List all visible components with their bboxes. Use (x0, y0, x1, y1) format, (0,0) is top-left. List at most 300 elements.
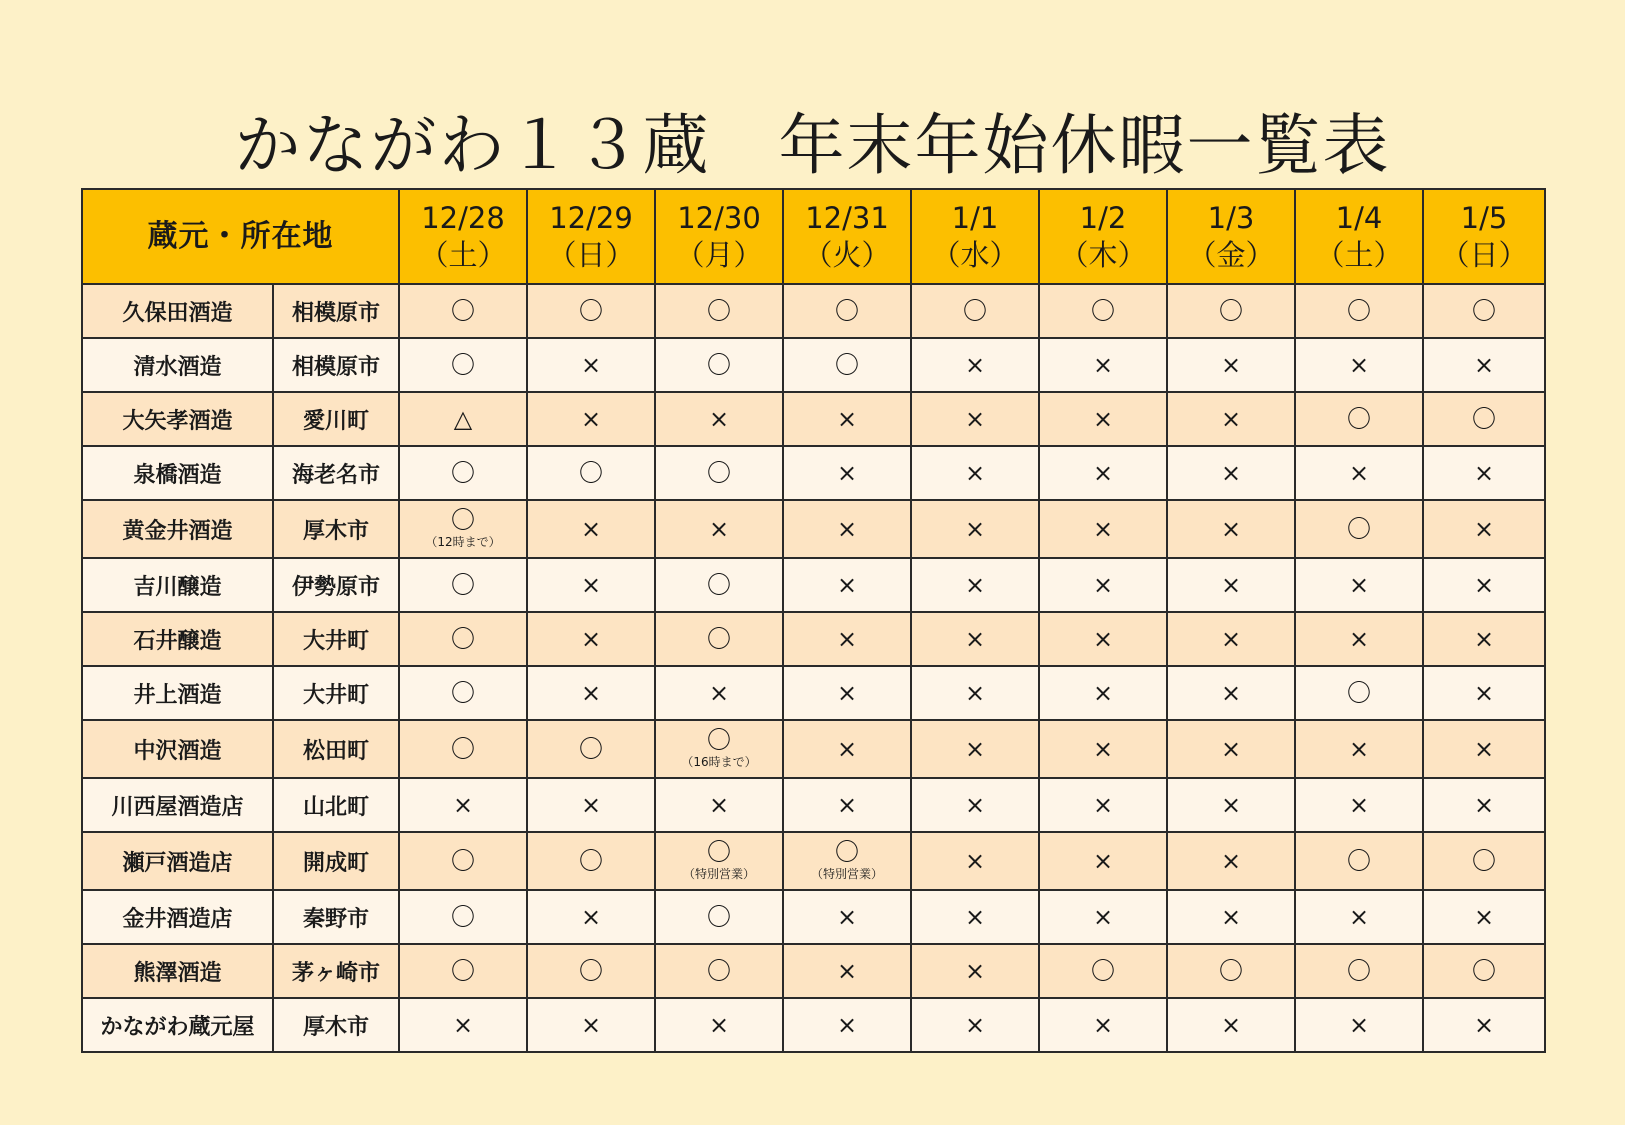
status-mark: 〇 (1219, 957, 1243, 985)
status-mark: 〇 (579, 735, 603, 763)
status-cell (911, 392, 1039, 446)
status-cell (527, 778, 655, 832)
status-cell (1295, 612, 1423, 666)
status-mark: 〇 (1091, 297, 1115, 325)
status-cell (1039, 338, 1167, 392)
status-cell (1295, 284, 1423, 338)
status-cell (1039, 998, 1167, 1052)
status-cell (1039, 666, 1167, 720)
status-mark: × (1348, 791, 1370, 819)
status-cell (1167, 392, 1295, 446)
status-cell (911, 778, 1039, 832)
brewery-name: 熊澤酒造 (82, 944, 273, 998)
status-mark: × (836, 515, 858, 543)
status-mark: × (964, 903, 986, 931)
status-cell (1167, 944, 1295, 998)
status-cell (1423, 778, 1545, 832)
status-cell (783, 778, 911, 832)
status-cell (527, 446, 655, 500)
status-mark: 〇 (1472, 957, 1496, 985)
status-cell (911, 998, 1039, 1052)
status-mark: 〇 (835, 297, 859, 325)
date-header (1039, 189, 1167, 284)
status-cell (1167, 720, 1295, 778)
status-mark: × (452, 791, 474, 819)
weekday-label: （木） (1059, 237, 1147, 272)
status-mark: × (1092, 679, 1114, 707)
status-cell (1167, 832, 1295, 890)
table-row (82, 832, 1545, 890)
status-cell (1295, 778, 1423, 832)
status-cell (1039, 832, 1167, 890)
status-mark: × (1348, 903, 1370, 931)
status-cell (911, 832, 1039, 890)
status-mark: 〇 (707, 903, 731, 931)
status-mark: 〇 (1347, 515, 1371, 543)
status-mark: 〇 (1347, 957, 1371, 985)
date-header (1295, 189, 1423, 284)
status-mark: 〇 (1347, 679, 1371, 707)
table-row (82, 778, 1545, 832)
status-cell (1295, 832, 1423, 890)
status-mark: 〇 (707, 838, 731, 867)
brewery-name: 中沢酒造 (82, 720, 273, 778)
status-mark: × (964, 351, 986, 379)
status-mark: 〇 (1347, 297, 1371, 325)
status-cell (527, 558, 655, 612)
status-cell (1423, 612, 1545, 666)
status-mark: × (580, 571, 602, 599)
date-header (911, 189, 1039, 284)
status-mark: × (1092, 1011, 1114, 1039)
status-cell (911, 612, 1039, 666)
status-mark: × (1220, 903, 1242, 931)
status-cell (1423, 558, 1545, 612)
status-mark: × (836, 625, 858, 653)
status-mark: × (836, 791, 858, 819)
date-label: 1/3 (1207, 201, 1255, 236)
status-cell (911, 446, 1039, 500)
status-mark: 〇 (963, 297, 987, 325)
status-cell (655, 446, 783, 500)
date-label: 12/29 (549, 201, 633, 236)
status-cell (1295, 500, 1423, 558)
status-cell (399, 338, 527, 392)
status-mark: × (836, 571, 858, 599)
status-cell (1167, 890, 1295, 944)
status-cell (1295, 392, 1423, 446)
status-cell (399, 392, 527, 446)
date-header (527, 189, 655, 284)
status-mark: × (964, 405, 986, 433)
status-mark: × (836, 735, 858, 763)
status-mark: × (1220, 351, 1242, 379)
status-mark: × (1092, 459, 1114, 487)
status-cell (527, 284, 655, 338)
status-mark: × (1220, 735, 1242, 763)
status-cell (655, 338, 783, 392)
brewery-location: 厚木市 (273, 998, 399, 1052)
status-cell (655, 720, 783, 778)
status-cell (1167, 500, 1295, 558)
weekday-label: （水） (931, 237, 1019, 272)
status-mark: × (708, 791, 730, 819)
status-cell (783, 998, 911, 1052)
status-mark: × (452, 1011, 474, 1039)
table-row (82, 720, 1545, 778)
status-note: （12時まで） (425, 535, 501, 550)
status-mark: 〇 (1347, 405, 1371, 433)
status-mark: × (964, 1011, 986, 1039)
table-row (82, 558, 1545, 612)
status-mark: 〇 (451, 459, 475, 487)
status-mark: × (1348, 1011, 1370, 1039)
status-cell (399, 890, 527, 944)
status-mark: × (1220, 791, 1242, 819)
status-mark: 〇 (707, 957, 731, 985)
brewery-name: 泉橋酒造 (82, 446, 273, 500)
status-cell (911, 720, 1039, 778)
brewery-name: 金井酒造店 (82, 890, 273, 944)
status-cell (1167, 778, 1295, 832)
table-row (82, 446, 1545, 500)
status-cell (1039, 720, 1167, 778)
table-row (82, 284, 1545, 338)
brewery-name: 黄金井酒造 (82, 500, 273, 558)
status-cell (1423, 446, 1545, 500)
status-cell (399, 720, 527, 778)
status-mark: × (836, 679, 858, 707)
status-cell (1167, 998, 1295, 1052)
status-mark: × (580, 679, 602, 707)
status-mark: × (964, 459, 986, 487)
brewery-name: 瀬戸酒造店 (82, 832, 273, 890)
brewery-location: 海老名市 (273, 446, 399, 500)
status-mark: 〇 (1472, 847, 1496, 875)
status-cell (1039, 890, 1167, 944)
status-cell (911, 666, 1039, 720)
status-mark: 〇 (451, 351, 475, 379)
status-mark: × (1473, 679, 1495, 707)
status-mark: × (1348, 459, 1370, 487)
status-mark: × (964, 625, 986, 653)
status-mark: × (580, 1011, 602, 1039)
status-mark: × (836, 903, 858, 931)
status-cell (1039, 612, 1167, 666)
status-cell (399, 446, 527, 500)
brewery-name: 大矢孝酒造 (82, 392, 273, 446)
status-cell (527, 666, 655, 720)
status-mark: × (1220, 1011, 1242, 1039)
status-cell (1423, 338, 1545, 392)
status-note: （16時まで） (681, 755, 757, 770)
page-title: かながわ１３蔵 年末年始休暇一覧表 (234, 107, 1391, 185)
status-mark: 〇 (451, 571, 475, 599)
brewery-location: 茅ヶ崎市 (273, 944, 399, 998)
status-mark: 〇 (579, 957, 603, 985)
status-mark: 〇 (835, 351, 859, 379)
status-mark: × (1092, 571, 1114, 599)
status-cell (783, 558, 911, 612)
date-label: 12/30 (677, 201, 761, 236)
table-row (82, 392, 1545, 446)
date-label: 1/5 (1460, 201, 1508, 236)
status-cell (399, 558, 527, 612)
status-cell (527, 720, 655, 778)
brewery-name: 久保田酒造 (82, 284, 273, 338)
status-cell (655, 392, 783, 446)
status-mark: 〇 (707, 351, 731, 379)
brewery-location: 厚木市 (273, 500, 399, 558)
status-note: （特別営業） (682, 867, 755, 882)
status-cell (527, 890, 655, 944)
date-header (399, 189, 527, 284)
status-cell (1295, 666, 1423, 720)
status-cell (655, 944, 783, 998)
status-cell (911, 338, 1039, 392)
status-cell (1295, 338, 1423, 392)
status-cell (1295, 944, 1423, 998)
status-cell (783, 720, 911, 778)
status-cell (1039, 944, 1167, 998)
status-mark: × (1092, 847, 1114, 875)
status-mark: × (580, 405, 602, 433)
weekday-label: （日） (547, 237, 635, 272)
status-mark: 〇 (1347, 847, 1371, 875)
brewery-location: 開成町 (273, 832, 399, 890)
status-cell (1039, 284, 1167, 338)
status-mark: 〇 (1472, 405, 1496, 433)
status-mark: × (1092, 791, 1114, 819)
status-mark: 〇 (1472, 297, 1496, 325)
status-cell (1423, 720, 1545, 778)
weekday-label: （月） (675, 237, 763, 272)
date-label: 1/2 (1079, 201, 1127, 236)
status-cell (1423, 890, 1545, 944)
status-mark: × (1092, 903, 1114, 931)
weekday-label: （金） (1187, 237, 1275, 272)
status-mark: 〇 (1091, 957, 1115, 985)
status-mark: × (1220, 459, 1242, 487)
status-cell (783, 446, 911, 500)
status-cell (1039, 500, 1167, 558)
status-mark: × (708, 515, 730, 543)
status-note: （特別営業） (810, 867, 883, 882)
status-mark: × (1092, 405, 1114, 433)
status-cell (655, 778, 783, 832)
status-cell (1295, 446, 1423, 500)
status-cell (1167, 666, 1295, 720)
status-cell (399, 832, 527, 890)
status-mark: × (836, 1011, 858, 1039)
status-mark: 〇 (451, 847, 475, 875)
date-label: 12/28 (421, 201, 505, 236)
status-cell (1167, 446, 1295, 500)
date-header (783, 189, 911, 284)
status-cell (399, 666, 527, 720)
status-mark: × (708, 1011, 730, 1039)
status-cell (399, 500, 527, 558)
status-cell (911, 284, 1039, 338)
status-mark: × (964, 957, 986, 985)
brewery-name: 吉川醸造 (82, 558, 273, 612)
status-cell (783, 500, 911, 558)
status-mark: × (964, 679, 986, 707)
status-mark: × (836, 957, 858, 985)
status-mark: × (1220, 625, 1242, 653)
status-cell (655, 558, 783, 612)
status-mark: × (1473, 459, 1495, 487)
status-cell (783, 338, 911, 392)
status-cell (911, 890, 1039, 944)
status-cell (655, 284, 783, 338)
status-mark: × (580, 515, 602, 543)
table-row (82, 998, 1545, 1052)
status-mark: 〇 (707, 625, 731, 653)
status-cell (1423, 500, 1545, 558)
status-mark: × (1092, 515, 1114, 543)
status-mark: × (1348, 625, 1370, 653)
brewery-location: 大井町 (273, 666, 399, 720)
date-label: 1/1 (951, 201, 999, 236)
status-cell (911, 558, 1039, 612)
table-row (82, 944, 1545, 998)
weekday-label: （火） (803, 237, 891, 272)
status-cell (527, 392, 655, 446)
status-mark: × (964, 791, 986, 819)
status-mark: 〇 (579, 847, 603, 875)
status-cell (783, 832, 911, 890)
status-mark: × (1473, 571, 1495, 599)
status-mark: 〇 (835, 838, 859, 867)
status-cell (1423, 944, 1545, 998)
status-cell (655, 832, 783, 890)
status-cell (399, 944, 527, 998)
table-row (82, 500, 1545, 558)
status-cell (527, 338, 655, 392)
status-mark: × (580, 903, 602, 931)
weekday-label: （日） (1440, 237, 1528, 272)
brewery-location: 松田町 (273, 720, 399, 778)
header-row (82, 189, 1545, 284)
status-cell (527, 500, 655, 558)
table-body (82, 284, 1545, 1052)
status-mark: × (1473, 735, 1495, 763)
brewery-name: 石井醸造 (82, 612, 273, 666)
date-header (1423, 189, 1545, 284)
brewery-location-header: 蔵元・所在地 (82, 189, 399, 284)
status-cell (783, 890, 911, 944)
status-mark: 〇 (451, 625, 475, 653)
status-mark: △ (453, 405, 473, 433)
table-row (82, 890, 1545, 944)
status-cell (1423, 832, 1545, 890)
status-cell (655, 890, 783, 944)
status-cell (783, 284, 911, 338)
status-mark: × (1473, 515, 1495, 543)
brewery-name: 井上酒造 (82, 666, 273, 720)
status-cell (1423, 392, 1545, 446)
status-mark: × (1473, 625, 1495, 653)
date-label: 1/4 (1335, 201, 1383, 236)
status-mark: × (836, 405, 858, 433)
status-mark: × (964, 847, 986, 875)
weekday-label: （土） (1315, 237, 1403, 272)
status-cell (1295, 998, 1423, 1052)
status-mark: × (1473, 351, 1495, 379)
weekday-label: （土） (419, 237, 507, 272)
status-mark: 〇 (579, 297, 603, 325)
brewery-location: 大井町 (273, 612, 399, 666)
status-cell (399, 998, 527, 1052)
status-cell (527, 944, 655, 998)
status-mark: 〇 (579, 459, 603, 487)
status-cell (783, 392, 911, 446)
status-mark: 〇 (707, 726, 731, 755)
status-cell (1039, 446, 1167, 500)
status-cell (1423, 666, 1545, 720)
status-cell (1039, 558, 1167, 612)
status-mark: × (1220, 847, 1242, 875)
status-mark: × (1348, 735, 1370, 763)
brewery-name: 川西屋酒造店 (82, 778, 273, 832)
brewery-location: 山北町 (273, 778, 399, 832)
status-mark: × (580, 351, 602, 379)
status-mark: × (708, 679, 730, 707)
status-mark: × (1348, 351, 1370, 379)
status-cell (1295, 890, 1423, 944)
status-mark: 〇 (707, 297, 731, 325)
status-cell (1039, 778, 1167, 832)
brewery-name: かながわ蔵元屋 (82, 998, 273, 1052)
status-mark: × (1473, 1011, 1495, 1039)
date-label: 12/31 (805, 201, 889, 236)
status-cell (911, 500, 1039, 558)
table-row (82, 612, 1545, 666)
status-mark: 〇 (1219, 297, 1243, 325)
status-cell (911, 944, 1039, 998)
status-cell (1295, 558, 1423, 612)
status-cell (1167, 284, 1295, 338)
status-cell (1167, 558, 1295, 612)
status-mark: × (1092, 351, 1114, 379)
date-header (1167, 189, 1295, 284)
status-mark: 〇 (451, 903, 475, 931)
status-cell (1167, 612, 1295, 666)
status-cell (655, 666, 783, 720)
status-mark: × (1220, 405, 1242, 433)
brewery-location: 相模原市 (273, 284, 399, 338)
status-mark: 〇 (451, 297, 475, 325)
status-cell (655, 998, 783, 1052)
date-header (655, 189, 783, 284)
status-mark: × (1092, 735, 1114, 763)
status-cell (399, 284, 527, 338)
status-mark: 〇 (451, 735, 475, 763)
status-mark: 〇 (451, 957, 475, 985)
status-cell (655, 612, 783, 666)
status-mark: 〇 (707, 459, 731, 487)
table-row (82, 338, 1545, 392)
brewery-location: 伊勢原市 (273, 558, 399, 612)
status-cell (783, 612, 911, 666)
status-mark: × (1348, 571, 1370, 599)
status-cell (1167, 338, 1295, 392)
status-cell (527, 832, 655, 890)
status-mark: × (1220, 515, 1242, 543)
status-mark: × (1473, 903, 1495, 931)
status-cell (1039, 392, 1167, 446)
